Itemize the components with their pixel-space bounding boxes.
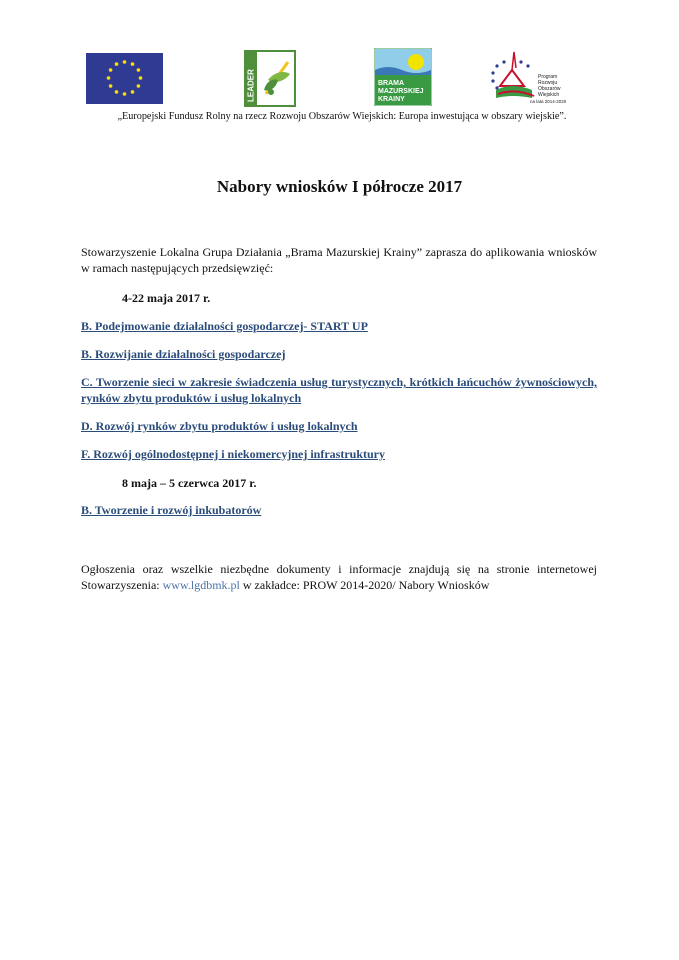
- leader-logo: [244, 50, 296, 107]
- footer-text-before: Ogłoszenia oraz wszelkie niezbędne dokumenty i informacje znajdują się na stronie internetowej Stowarzyszenia:: [81, 562, 597, 592]
- call-link-business-development[interactable]: B. Rozwijanie działalności gospodarczej: [81, 347, 286, 361]
- eu-fund-disclaimer: „Europejski Fundusz Rolny na rzecz Rozwoju Obszarów Wiejskich: Europa inwestująca w obszary wiejskie”.: [117, 111, 567, 122]
- eu-flag-logo: [86, 53, 163, 104]
- call-date-1: 4-22 maja 2017 r.: [122, 291, 211, 305]
- prow-logo-line2: Rozwoju: [538, 80, 558, 86]
- prow-logo-line5: na lata 2014-2020: [530, 99, 567, 104]
- prow-logo-line4: Wiejskich: [538, 92, 560, 98]
- logo-bar: [0, 48, 679, 108]
- footer-text-after: w zakładce: PROW 2014-2020/ Nabory Wniosków: [239, 577, 490, 592]
- call-link-incubators[interactable]: B. Tworzenie i rozwój inkubatorów: [81, 503, 262, 517]
- brama-logo-line1: BRAMA: [378, 80, 405, 87]
- call-date-2: 8 maja – 5 czerwca 2017 r.: [122, 476, 257, 490]
- prow-2014-2020-logo: [482, 48, 582, 108]
- brama-mazurskiej-krainy-logo: [374, 48, 432, 106]
- call-link-local-markets[interactable]: D. Rozwój rynków zbytu produktów i usług lokalnych: [81, 419, 358, 433]
- call-link-public-infrastructure[interactable]: F. Rozwój ogólnodostępnej i niekomercyjnej infrastruktury: [81, 447, 385, 461]
- brama-logo-line2: MAZURSKIEJ: [378, 88, 424, 95]
- leader-logo-text: LEADER: [246, 69, 256, 102]
- brama-logo-line3: KRAINY: [378, 96, 405, 103]
- footer-paragraph: [81, 562, 597, 593]
- page-title: Nabory wniosków I półrocze 2017: [216, 177, 463, 196]
- call-link-tourism-network[interactable]: C. Tworzenie sieci w zakresie świadczenia usług turystycznych, krótkich łańcuchów żywnościowych, rynków zbytu produktów i usług lokalnych: [81, 375, 597, 405]
- intro-paragraph: Stowarzyszenie Lokalna Grupa Działania „Brama Mazurskiej Krainy” zaprasza do aplikowania wniosków w ramach następujących przedsięwzięć:: [81, 245, 597, 275]
- prow-logo-line1: Program: [538, 74, 558, 80]
- call-link-startup[interactable]: B. Podejmowanie działalności gospodarczej- START UP: [81, 319, 368, 333]
- prow-logo-line3: Obszarów: [538, 86, 561, 92]
- website-link[interactable]: www.lgdbmk.pl: [162, 577, 240, 592]
